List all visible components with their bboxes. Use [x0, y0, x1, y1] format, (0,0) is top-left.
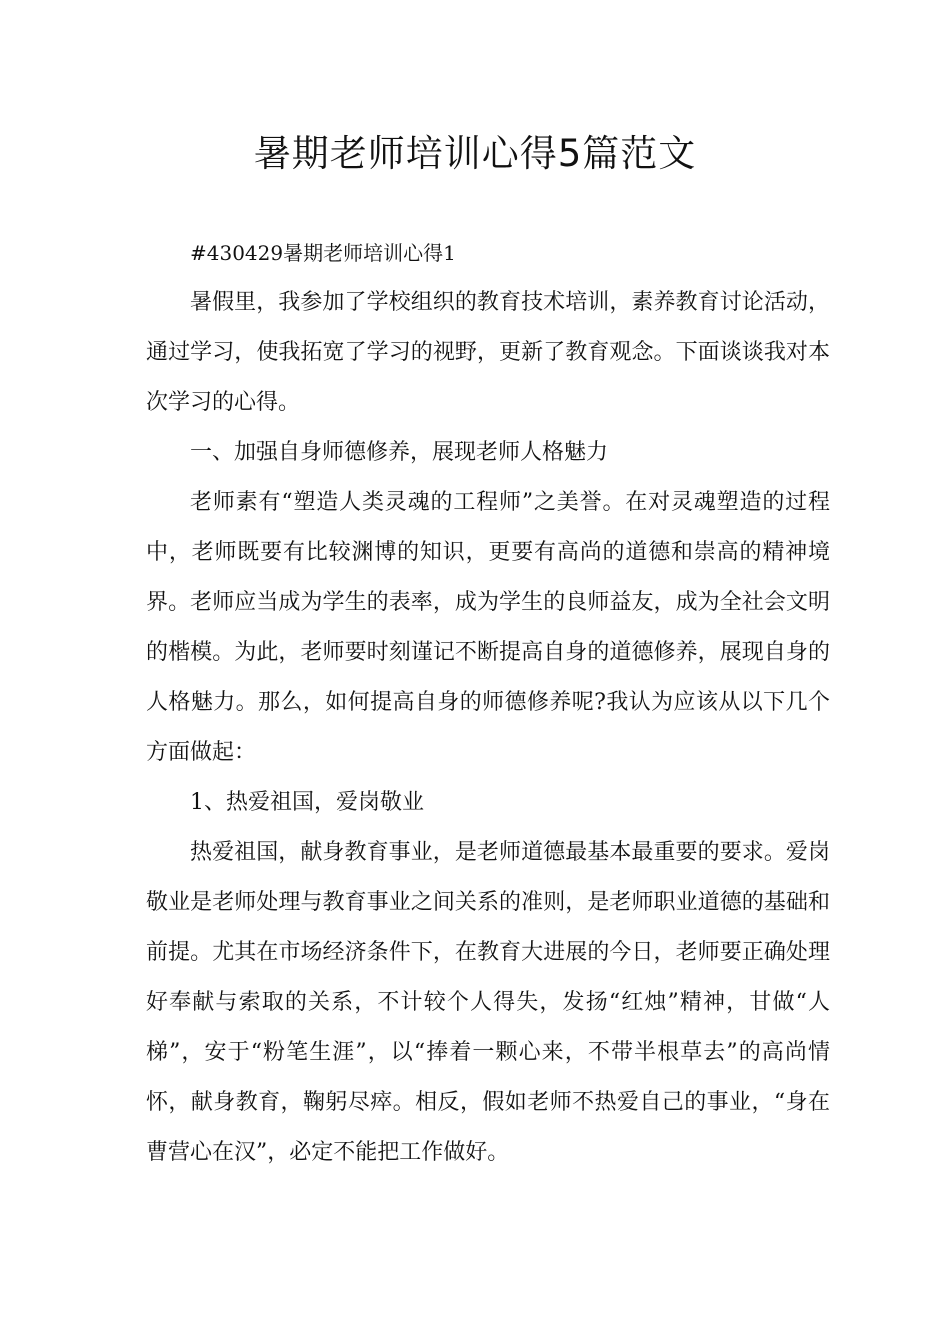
document-title: 暑期老师培训心得5篇范文 [253, 132, 697, 175]
section-heading-reference: #430429暑期老师培训心得1 [190, 241, 456, 265]
subsection-heading-1: 1、热爱祖国，爱岗敬业 [190, 790, 424, 815]
paragraph-patriotism: 热爱祖国，献身教育事业，是老师道德最基本最重要的要求。爱岗敬业是老师处理与教育事业之间关系的准则，是老师职业道德的基础和前提。尤其在市场经济条件下，在教育大进展的今日，老师要正确处理好奉献与索取的关系，不计较个人得失，发扬“红烛”精神，甘做“人梯”，安于“粉笔生涯”，以“捧着一颗心来，不带半根草去”的高尚情怀，献身教育，鞠躬尽瘁。相反，假如老师不热爱自己的事业，“身在曹营心在汉”，必定不能把工作做好。 [146, 840, 830, 1165]
paragraph-teacher-role: 老师素有“塑造人类灵魂的工程师”之美誉。在对灵魂塑造的过程中，老师既要有比较渊博的知识，更要有高尚的道德和崇高的精神境界。老师应当成为学生的表率，成为学生的良师益友，成为全社会文明的楷模。为此，老师要时刻谨记不断提高自身的道德修养，展现自身的人格魅力。那么，如何提高自身的师德修养呢?我认为应该从以下几个方面做起： [146, 490, 830, 765]
section-heading-1: 一、加强自身师德修养，展现老师人格魅力 [190, 440, 609, 465]
document-body [146, 228, 830, 1178]
paragraph-intro: 暑假里，我参加了学校组织的教育技术培训，素养教育讨论活动，通过学习，使我拓宽了学习的视野，更新了教育观念。下面谈谈我对本次学习的心得。 [146, 290, 830, 415]
